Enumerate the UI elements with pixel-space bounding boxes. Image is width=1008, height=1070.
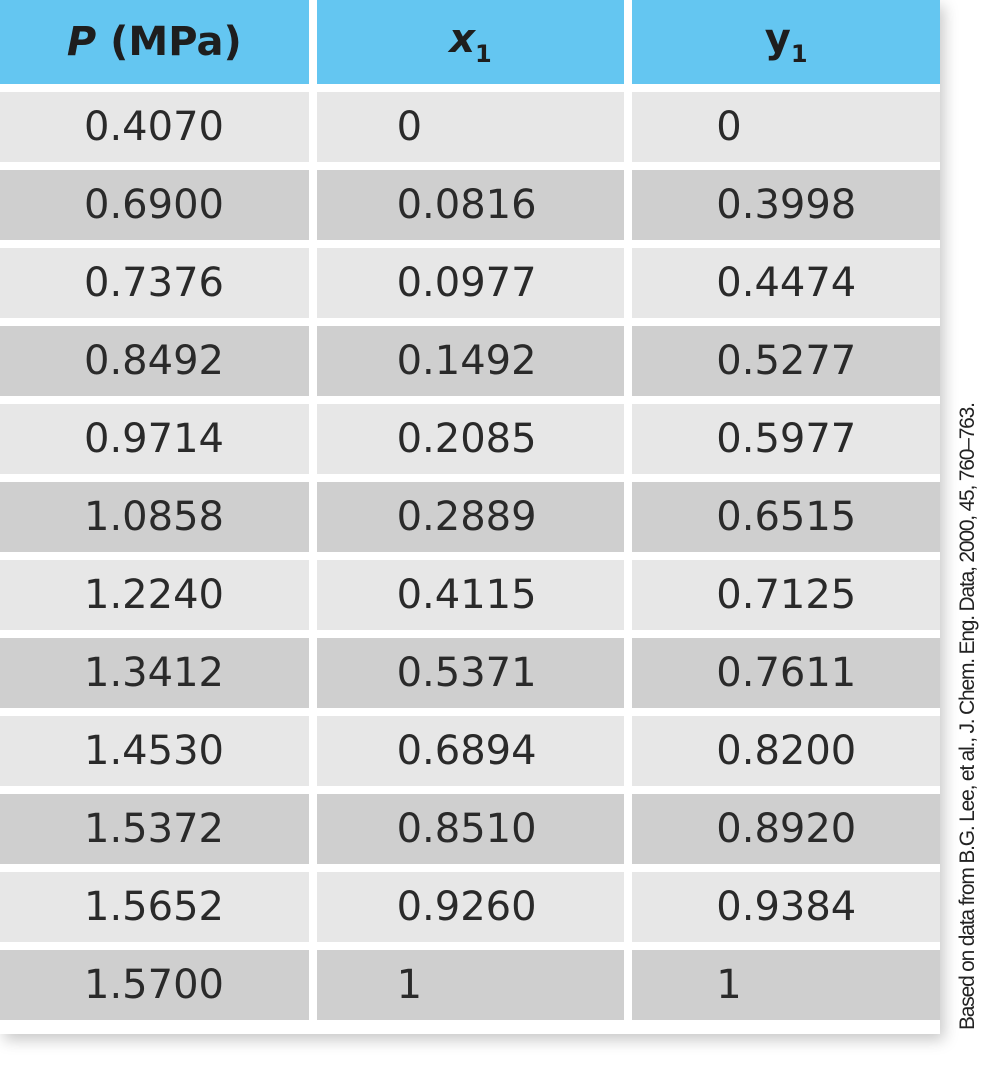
table-header [0,0,940,84]
liquid-fraction-cell: 0.8510 [317,794,625,864]
vapor-fraction-cell: 0.7611 [632,638,940,708]
table-row [0,170,940,240]
pressure-cell: 1.5652 [0,872,309,942]
pressure-cell: 1.4530 [0,716,309,786]
pressure-cell: 0.4070 [0,92,309,162]
liquid-fraction-cell: 0.9260 [317,872,625,942]
pressure-cell: 1.5700 [0,950,309,1020]
header-liquid-fraction [317,0,625,84]
pressure-cell: 0.8492 [0,326,309,396]
header-pressure [0,0,309,84]
vapor-fraction-cell: 0.8200 [632,716,940,786]
table-row [0,872,940,942]
liquid-fraction-cell: 0.1492 [317,326,625,396]
liquid-fraction-cell: 0.0977 [317,248,625,318]
pressure-cell: 0.9714 [0,404,309,474]
header-x-subscript: 1 [475,40,492,68]
pressure-cell: 1.5372 [0,794,309,864]
header-y-subscript: 1 [790,40,808,68]
table-row [0,716,940,786]
header-pressure-symbol: P [66,19,97,65]
vapor-fraction-cell: 0.5977 [632,404,940,474]
pressure-cell: 1.0858 [0,482,309,552]
vapor-fraction-cell: 0.4474 [632,248,940,318]
header-vapor-fraction [632,0,940,84]
header-x-symbol: x [449,16,475,62]
pressure-cell: 1.2240 [0,560,309,630]
liquid-fraction-cell: 0.4115 [317,560,625,630]
liquid-fraction-cell: 0.5371 [317,638,625,708]
table-row [0,950,940,1020]
table-row [0,92,940,162]
liquid-fraction-cell: 0.0816 [317,170,625,240]
table-row [0,638,940,708]
vapor-fraction-cell: 0.9384 [632,872,940,942]
header-y-symbol: y [764,16,791,62]
vapor-fraction-cell: 0.3998 [632,170,940,240]
table-body [0,92,940,1020]
vapor-fraction-cell: 0 [632,92,940,162]
source-note: Based on data from B.G. Lee, et al., J. Chem. Eng. Data, 2000, 45, 760–763. [956,403,979,1030]
vapor-fraction-cell: 0.7125 [632,560,940,630]
table-row [0,326,940,396]
table-row [0,248,940,318]
liquid-fraction-cell: 0.2085 [317,404,625,474]
table-row [0,794,940,864]
table-row [0,482,940,552]
table-row [0,560,940,630]
header-pressure-unit: (MPa) [96,19,242,65]
vapor-fraction-cell: 1 [632,950,940,1020]
liquid-fraction-cell: 1 [317,950,625,1020]
liquid-fraction-cell: 0 [317,92,625,162]
liquid-fraction-cell: 0.6894 [317,716,625,786]
header-row [0,0,940,84]
pressure-cell: 0.7376 [0,248,309,318]
vapor-fraction-cell: 0.6515 [632,482,940,552]
pressure-cell: 0.6900 [0,170,309,240]
pressure-cell: 1.3412 [0,638,309,708]
table-row [0,404,940,474]
vapor-fraction-cell: 0.8920 [632,794,940,864]
liquid-fraction-cell: 0.2889 [317,482,625,552]
vapor-fraction-cell: 0.5277 [632,326,940,396]
